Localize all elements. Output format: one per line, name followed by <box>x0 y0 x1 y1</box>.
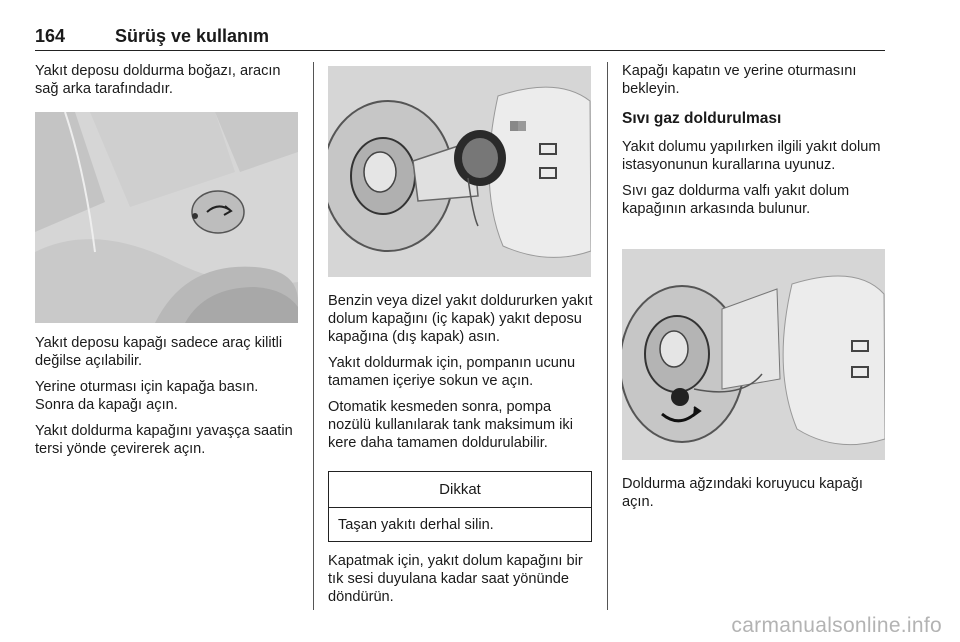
page-header <box>35 22 885 51</box>
paragraph: Otomatik kesmeden sonra, pompa nozülü kullanılarak tank maksimum iki kere daha tamamen doldurulabilir. <box>328 399 573 451</box>
paragraph: Yakıt deposu kapağı sadece araç kilitli değilse açılabilir. <box>35 335 283 369</box>
fuel-cap-open-illustration <box>328 66 591 277</box>
car-rear-fuel-flap-illustration <box>35 112 298 323</box>
paragraph: Kapağı kapatın ve yerine oturmasını bekleyin. <box>622 63 857 97</box>
column-divider <box>607 62 608 610</box>
watermark: carmanualsonline.info <box>731 614 942 637</box>
column-1-lower <box>35 334 300 466</box>
column-1 <box>35 62 300 106</box>
paragraph: Yakıt dolumu yapılırken ilgili yakıt dolum istasyonunun kurallarına uyunuz. <box>622 139 881 173</box>
notice-box <box>328 471 592 542</box>
paragraph: Benzin veya dizel yakıt doldururken yakıt dolum kapağını (iç kapak) yakıt deposu kapağına (dış kapak) asın. <box>328 293 593 345</box>
column-divider <box>313 62 314 610</box>
paragraph: Yerine oturması için kapağa basın. Sonra da kapağı açın. <box>35 379 259 413</box>
page-number: 164 <box>35 26 66 46</box>
paragraph: Sıvı gaz doldurma valfı yakıt dolum kapağının arkasında bulunur. <box>622 183 850 217</box>
column-3 <box>622 62 887 226</box>
notice-title: Dikkat <box>329 472 591 508</box>
paragraph: Yakıt doldurmak için, pompanın ucunu tamamen içeriye sokun ve açın. <box>328 355 576 389</box>
lpg-valve-illustration <box>622 249 885 460</box>
section-heading: Sıvı gaz doldurulması <box>622 110 782 127</box>
intro-text: Yakıt deposu doldurma boğazı, aracın sağ arka tarafındadır. <box>35 63 281 97</box>
paragraph: Doldurma ağzındaki koruyucu kapağı açın. <box>622 476 863 510</box>
paragraph: Kapatmak için, yakıt dolum kapağını bir tık sesi duyulana kadar saat yönünde döndürün. <box>328 553 583 605</box>
column-2-lower <box>328 552 594 614</box>
paragraph: Yakıt doldurma kapağını yavaşça saatin tersi yönde çevirerek açın. <box>35 423 293 457</box>
chapter-title: Sürüş ve kullanım <box>115 26 270 46</box>
notice-body: Taşan yakıtı derhal silin. <box>338 517 494 533</box>
column-2 <box>328 292 594 460</box>
column-3-lower <box>622 475 887 519</box>
